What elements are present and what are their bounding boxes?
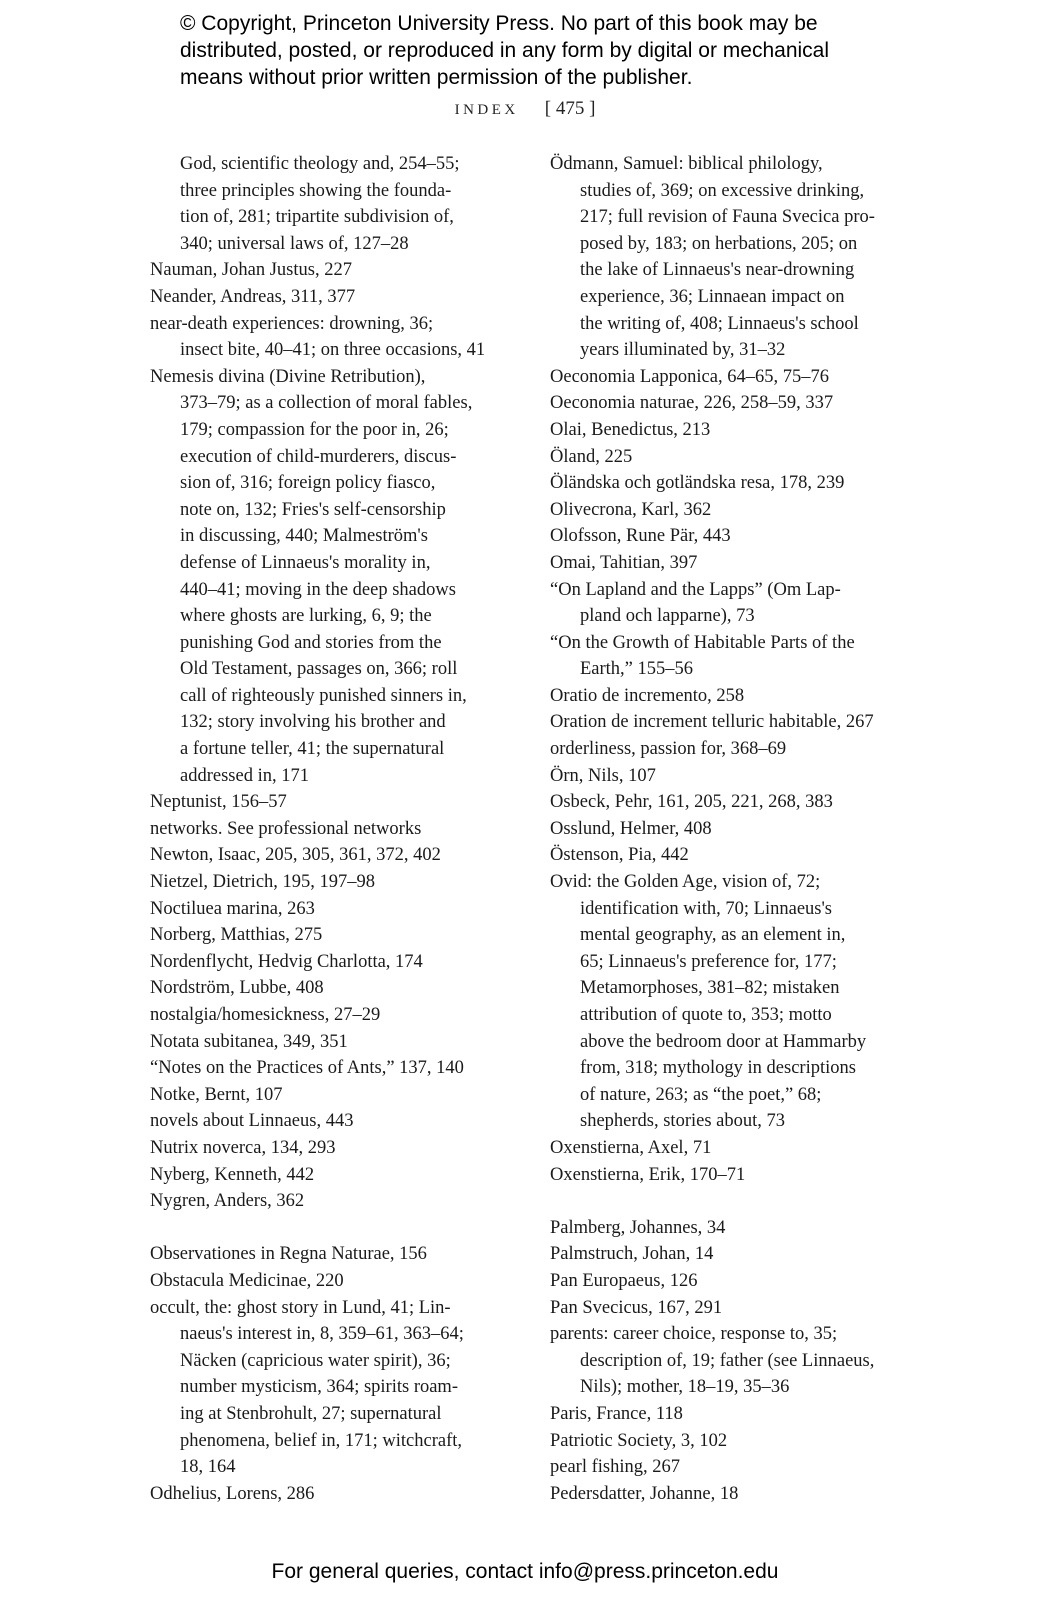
index-entry — [550, 390, 925, 417]
index-entry-line: 179; compassion for the poor in, 26; — [180, 419, 449, 440]
index-entry-line: from, 318; mythology in descriptions — [580, 1058, 856, 1079]
index-entry — [150, 257, 518, 284]
index-entry-line: Earth,” 155–56 — [580, 659, 694, 680]
index-entry-line: Pedersdatter, Johanne, 18 — [550, 1483, 739, 1504]
index-entry-line: 132; story involving his brother and — [180, 712, 446, 733]
index-entry-line: Osslund, Helmer, 408 — [550, 818, 712, 839]
index-entry — [550, 683, 925, 710]
index-entry-line: years illuminated by, 31–32 — [580, 340, 786, 361]
index-entry-line: phenomena, belief in, 171; witchcraft, — [180, 1430, 463, 1451]
index-entry-line: Olai, Benedictus, 213 — [550, 419, 711, 440]
index-entry-line: description of, 19; father (see Linnaeus, — [580, 1350, 875, 1371]
index-entry — [550, 497, 925, 524]
index-entry-line: experience, 36; Linnaean impact on — [580, 286, 845, 307]
index-entry — [150, 816, 518, 843]
index-entry-line: above the bedroom door at Hammarby — [580, 1031, 867, 1052]
index-entry-line: Nutrix noverca, 134, 293 — [150, 1137, 336, 1158]
index-letter-gap — [150, 1215, 518, 1242]
index-entry-line: the lake of Linnaeus's near-drowning — [580, 260, 855, 281]
index-entry — [550, 1481, 925, 1508]
index-entry-line: Newton, Isaac, 205, 305, 361, 372, 402 — [150, 845, 441, 866]
index-entry-line: three principles showing the founda- — [180, 180, 452, 201]
index-entry — [550, 789, 925, 816]
index-entry-line: identification with, 70; Linnaeus's — [580, 898, 833, 919]
index-entry-line: attribution of quote to, 353; motto — [580, 1005, 832, 1025]
index-column-left — [150, 151, 518, 1507]
index-entry — [150, 869, 518, 896]
index-entry-line: 440–41; moving in the deep shadows — [180, 579, 456, 600]
index-entry-line: addressed in, 171 — [180, 765, 309, 786]
index-entry-line: in discussing, 440; Malmeström's — [180, 526, 428, 547]
index-entry-line: Observationes in Regna Naturae, 156 — [150, 1244, 427, 1265]
index-entry-line: sion of, 316; foreign policy fiasco, — [180, 473, 436, 494]
running-head — [0, 98, 1050, 120]
index-entry-line: studies of, 369; on excessive drinking, — [580, 180, 865, 201]
index-entry-line: Osbeck, Pehr, 161, 205, 221, 268, 383 — [550, 792, 833, 813]
index-entry-line: Neptunist, 156–57 — [150, 792, 287, 813]
index-entry — [550, 470, 925, 497]
index-entry-line: Nordenflycht, Hedvig Charlotta, 174 — [150, 951, 423, 972]
index-entry-line: defense of Linnaeus's morality in, — [180, 552, 431, 573]
index-entry — [550, 151, 925, 364]
index-entry-line: Nyberg, Kenneth, 442 — [150, 1164, 315, 1185]
index-entry — [150, 1268, 518, 1295]
index-entry — [150, 1029, 518, 1056]
index-entry — [550, 1162, 925, 1189]
index-entry-line: Palmberg, Johannes, 34 — [550, 1217, 726, 1238]
index-entry — [150, 1108, 518, 1135]
index-entry-line: occult, the: ghost story in Lund, 41; Lin- — [150, 1297, 451, 1318]
index-entry — [550, 1295, 925, 1322]
index-entry-line: Nemesis divina (Divine Retribution), — [150, 366, 426, 387]
index-entry — [550, 736, 925, 763]
index-entry-line: execution of child-murderers, discus- — [180, 446, 457, 467]
index-entry-line: punishing God and stories from the — [180, 632, 442, 653]
page-number: [ 475 ] — [544, 98, 596, 119]
index-entry-line: Pan Svecicus, 167, 291 — [550, 1297, 723, 1318]
index-entry-line: pland och lapparne), 73 — [580, 606, 755, 627]
index-entry — [150, 284, 518, 311]
index-entry — [550, 1215, 925, 1242]
index-entry — [550, 1241, 925, 1268]
index-entry — [550, 763, 925, 790]
index-entry — [150, 151, 518, 257]
index-entry-line: parents: career choice, response to, 35; — [550, 1324, 838, 1345]
index-entry-line: near-death experiences: drowning, 36; — [150, 313, 434, 334]
index-entry-line: Palmstruch, Johan, 14 — [550, 1244, 714, 1265]
index-entry-line: “Notes on the Practices of Ants,” 137, 140 — [150, 1058, 464, 1079]
index-entry — [150, 1188, 518, 1215]
index-entry-line: Noctiluea marina, 263 — [150, 898, 315, 919]
copyright-line: distributed, posted, or reproduced in any form by digital or mechanical — [180, 39, 830, 62]
index-entry-line: number mysticism, 364; spirits roam- — [180, 1377, 458, 1398]
index-entry-line: God, scientific theology and, 254–55; — [180, 154, 460, 174]
index-entry — [150, 949, 518, 976]
index-entry-line: Nils); mother, 18–19, 35–36 — [580, 1377, 790, 1398]
index-entry — [150, 311, 518, 364]
index-entry — [150, 1002, 518, 1029]
index-entry-line: Nauman, Johan Justus, 227 — [150, 260, 352, 281]
index-entry-line: “On Lapland and the Lapps” (Om Lap- — [550, 579, 841, 600]
index-entry-line: 373–79; as a collection of moral fables, — [180, 393, 473, 414]
index-entry-line: Olofsson, Rune Pär, 443 — [550, 526, 731, 547]
index-entry — [550, 417, 925, 444]
index-entry-line: Norberg, Matthias, 275 — [150, 925, 323, 946]
index-entry-line: Pan Europaeus, 126 — [550, 1270, 698, 1291]
index-entry-line: ing at Stenbrohult, 27; supernatural — [180, 1403, 442, 1424]
index-entry — [150, 1295, 518, 1481]
index-entry — [150, 1082, 518, 1109]
index-entry — [550, 842, 925, 869]
footer-contact: For general queries, contact info@press.princeton.edu — [271, 1560, 779, 1583]
index-entry-line: Ovid: the Golden Age, vision of, 72; — [550, 872, 821, 893]
index-entry — [150, 1135, 518, 1162]
index-entry — [150, 896, 518, 923]
index-entry-line: tion of, 281; tripartite subdivision of, — [180, 207, 454, 228]
index-entry-line: “On the Growth of Habitable Parts of the — [550, 632, 855, 653]
index-entry-line: orderliness, passion for, 368–69 — [550, 739, 787, 760]
index-entry-line: Nietzel, Dietrich, 195, 197–98 — [150, 872, 376, 893]
index-entry — [150, 1162, 518, 1189]
index-entry — [550, 1135, 925, 1162]
index-entry — [150, 1241, 518, 1268]
index-entry-line: Oeconomia naturae, 226, 258–59, 337 — [550, 393, 834, 414]
index-entry — [550, 577, 925, 630]
index-letter-gap — [550, 1188, 925, 1215]
index-entry-line: networks. See professional networks — [150, 818, 422, 839]
index-entry — [550, 523, 925, 550]
index-entry-line: Örn, Nils, 107 — [550, 765, 656, 786]
index-entry-line: Notke, Bernt, 107 — [150, 1084, 283, 1105]
index-entry-line: novels about Linnaeus, 443 — [150, 1111, 354, 1132]
index-entry-line: call of righteously punished sinners in, — [180, 685, 467, 706]
copyright-line: © Copyright, Princeton University Press. No part of this book may be — [180, 12, 818, 35]
index-entry-line: Östenson, Pia, 442 — [550, 845, 689, 866]
index-entry — [550, 444, 925, 471]
index-entry-line: Notata subitanea, 349, 351 — [150, 1031, 348, 1052]
index-entry-line: Oxenstierna, Axel, 71 — [550, 1137, 712, 1158]
index-entry — [550, 1321, 925, 1401]
index-entry-line: Oeconomia Lapponica, 64–65, 75–76 — [550, 366, 829, 387]
copyright-line: means without prior written permission of the publisher. — [180, 66, 693, 89]
index-entry — [550, 1428, 925, 1455]
index-entry-line: Oration de increment telluric habitable, 267 — [550, 712, 874, 733]
index-entry-line: a fortune teller, 41; the supernatural — [180, 739, 445, 760]
index-entry-line: 65; Linnaeus's preference for, 177; — [580, 951, 837, 972]
index-entry — [550, 869, 925, 1135]
index-entry-line: Öland, 225 — [550, 446, 633, 467]
index-entry-line: Oxenstierna, Erik, 170–71 — [550, 1164, 746, 1185]
index-entry — [550, 550, 925, 577]
running-head-label: INDEX — [454, 102, 519, 118]
index-entry-line: 340; universal laws of, 127–28 — [180, 233, 409, 254]
index-entry-line: Patriotic Society, 3, 102 — [550, 1430, 728, 1451]
index-entry — [550, 364, 925, 391]
index-entry — [150, 1055, 518, 1082]
index-entry-line: Öländska och gotländska resa, 178, 239 — [550, 473, 845, 494]
index-entry — [150, 364, 518, 790]
index-entry-line: shepherds, stories about, 73 — [580, 1111, 786, 1132]
index-entry — [550, 630, 925, 683]
index-entry-line: nostalgia/homesickness, 27–29 — [150, 1005, 381, 1025]
index-entry-line: Nordström, Lubbe, 408 — [150, 978, 324, 999]
index-column-right — [550, 151, 925, 1507]
index-entry-line: Nygren, Anders, 362 — [150, 1191, 305, 1212]
index-entry-line: the writing of, 408; Linnaeus's school — [580, 313, 859, 334]
index-entry — [150, 842, 518, 869]
index-entry-line: Omai, Tahitian, 397 — [550, 552, 698, 573]
index-entry — [550, 816, 925, 843]
index-entry-line: 18, 164 — [180, 1457, 236, 1478]
index-entry-line: Odhelius, Lorens, 286 — [150, 1483, 315, 1504]
index-entry-line: Obstacula Medicinae, 220 — [150, 1270, 344, 1291]
index-entry — [150, 922, 518, 949]
index-entry — [550, 1268, 925, 1295]
index-entry — [150, 1481, 518, 1508]
index-entry-line: Neander, Andreas, 311, 377 — [150, 286, 356, 307]
index-entry-line: pearl fishing, 267 — [550, 1457, 680, 1478]
index-entry-line: Ödmann, Samuel: biblical philology, — [550, 154, 823, 174]
index-entry-line: posed by, 183; on herbations, 205; on — [580, 233, 858, 254]
index-entry-line: Old Testament, passages on, 366; roll — [180, 659, 458, 680]
index-entry-line: insect bite, 40–41; on three occasions, 41 — [180, 340, 486, 361]
index-entry — [150, 975, 518, 1002]
index-entry-line: where ghosts are lurking, 6, 9; the — [180, 606, 432, 627]
index-entry-line: Näcken (capricious water spirit), 36; — [180, 1350, 451, 1371]
index-entry-line: Metamorphoses, 381–82; mistaken — [580, 978, 840, 999]
index-entry-line: note on, 132; Fries's self-censorship — [180, 499, 446, 520]
index-entry-line: of nature, 263; as “the poet,” 68; — [580, 1084, 822, 1105]
index-entry-line: mental geography, as an element in, — [580, 925, 846, 946]
index-entry — [150, 789, 518, 816]
index-entry — [550, 1401, 925, 1428]
index-entry-line: naeus's interest in, 8, 359–61, 363–64; — [180, 1324, 464, 1345]
index-entry — [550, 709, 925, 736]
index-entry-line: Oratio de incremento, 258 — [550, 685, 745, 706]
index-entry-line: 217; full revision of Fauna Svecica pro- — [580, 207, 875, 228]
index-entry — [550, 1454, 925, 1481]
index-entry-line: Olivecrona, Karl, 362 — [550, 499, 712, 520]
index-entry-line: Paris, France, 118 — [550, 1403, 683, 1424]
copyright-notice — [180, 10, 940, 91]
